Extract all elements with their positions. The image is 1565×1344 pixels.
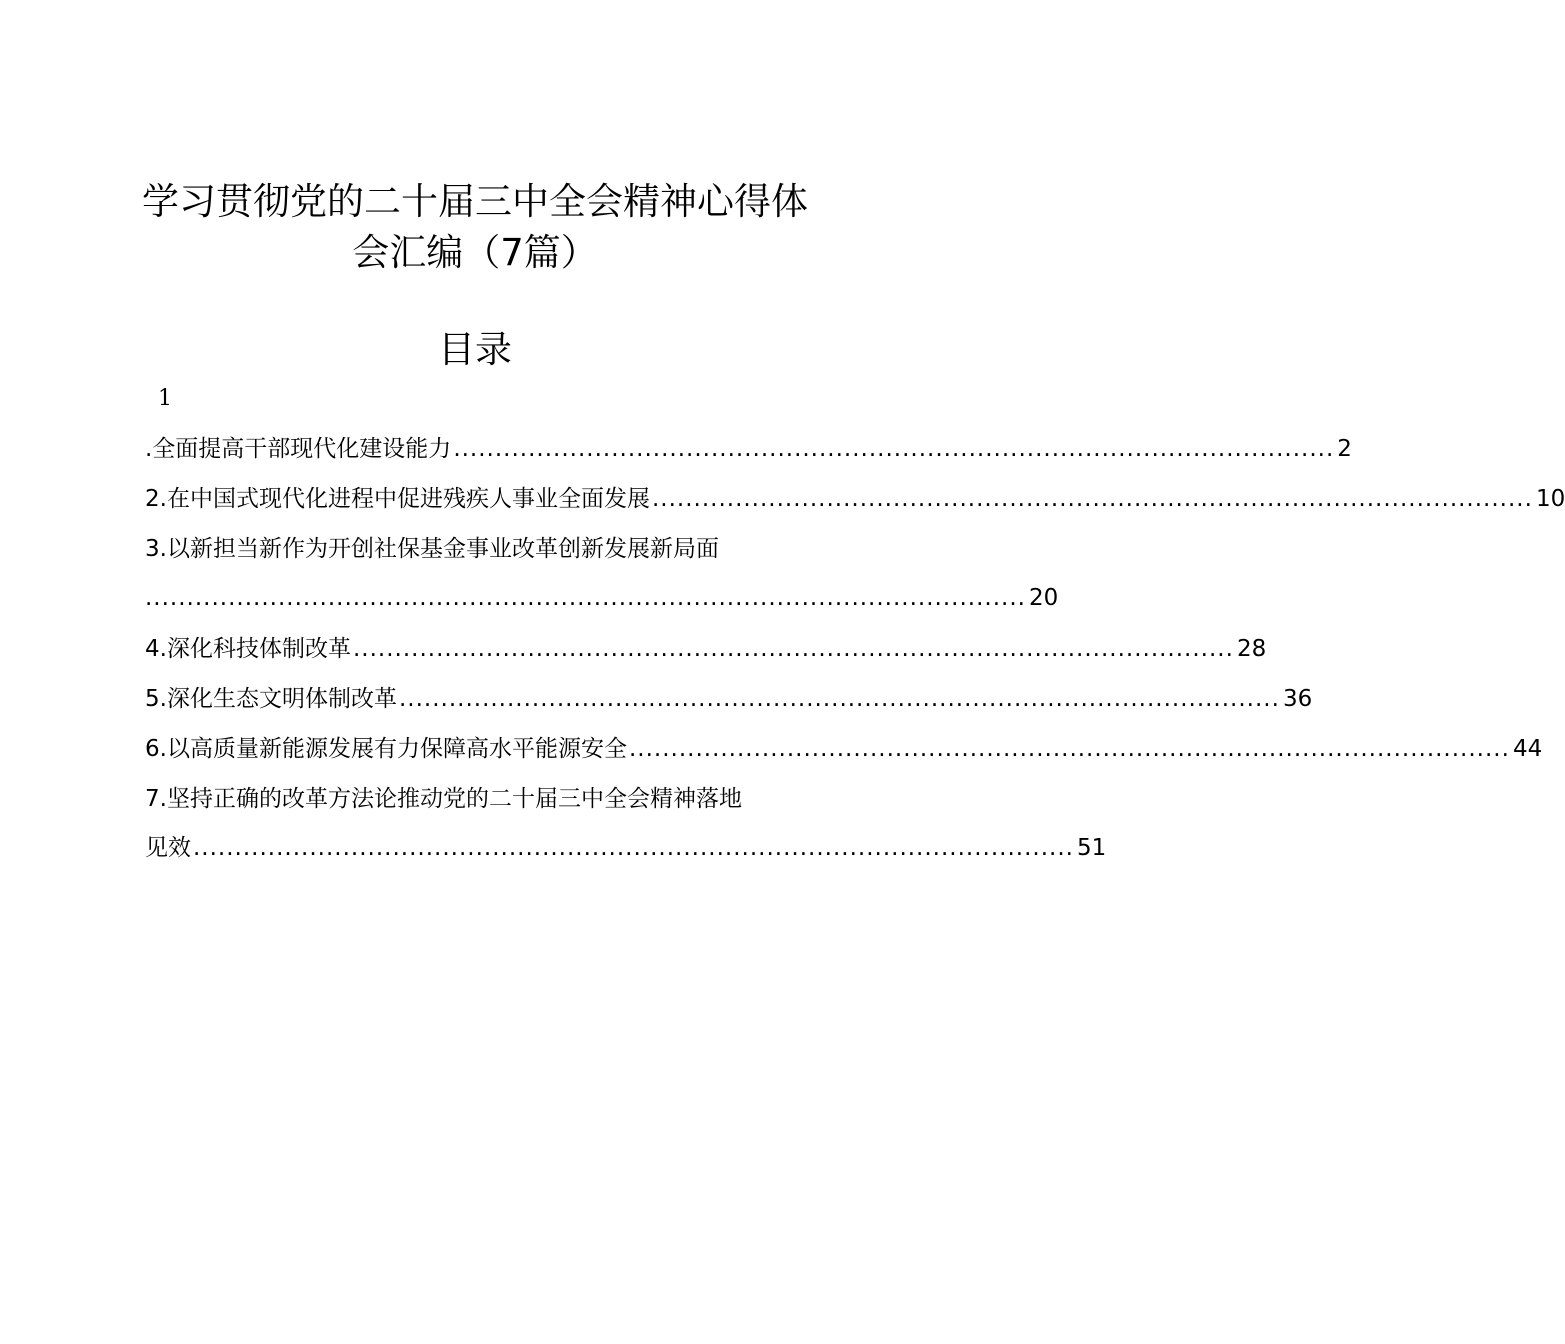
toc-leader-dots: ..........................................................................................................: [628, 736, 1510, 762]
toc-leader-dots: ..........................................................................................................: [193, 835, 1074, 861]
toc-entry-label: 5.深化生态文明体制改革: [145, 686, 397, 712]
toc-heading: 目录: [438, 328, 512, 371]
toc-entry-6[interactable]: [145, 734, 1543, 764]
toc-entry-2[interactable]: [145, 484, 1565, 514]
toc-entry-page: 2: [1337, 436, 1352, 462]
toc-entry-page: 20: [1028, 585, 1059, 611]
toc-entry-label: .全面提高干部现代化建设能力: [145, 436, 452, 462]
toc-entry-label: 6.以高质量新能源发展有力保障高水平能源安全: [145, 736, 627, 762]
toc-leader-dots: ..........................................................................................................: [453, 436, 1335, 462]
toc-entry-label: 见效: [145, 835, 191, 861]
toc-entry-3-label[interactable]: 3.以新担当新作为开创社保基金事业改革创新发展新局面: [145, 536, 719, 562]
toc-leader-dots: ..........................................................................................................: [398, 686, 1280, 712]
toc-entry-page: 28: [1236, 636, 1267, 662]
document-title-line-1: 学习贯彻党的二十届三中全会精神心得体: [142, 180, 808, 223]
toc-entry-page: 44: [1512, 736, 1543, 762]
stray-page-number: 1: [158, 386, 172, 411]
toc-entry-1[interactable]: [145, 434, 1352, 464]
toc-leader-dots: ..........................................................................................................: [352, 636, 1234, 662]
toc-leader-dots: ..........................................................................................................: [145, 585, 1026, 611]
toc-entry-7-label[interactable]: 7.坚持正确的改革方法论推动党的二十届三中全会精神落地: [145, 786, 742, 812]
toc-entry-7[interactable]: [145, 833, 1107, 863]
toc-entry-4[interactable]: [145, 634, 1267, 664]
toc-entry-page: 10: [1535, 486, 1565, 512]
document-title-line-2: 会汇编（7篇）: [352, 231, 598, 274]
toc-entry-5[interactable]: [145, 684, 1313, 714]
toc-entry-page: 36: [1282, 686, 1313, 712]
toc-entry-page: 51: [1076, 835, 1107, 861]
toc-entry-label: 2.在中国式现代化进程中促进残疾人事业全面发展: [145, 486, 650, 512]
toc-entry-3[interactable]: [145, 583, 1059, 613]
toc-leader-dots: ..........................................................................................................: [651, 486, 1533, 512]
toc-entry-label: 4.深化科技体制改革: [145, 636, 351, 662]
